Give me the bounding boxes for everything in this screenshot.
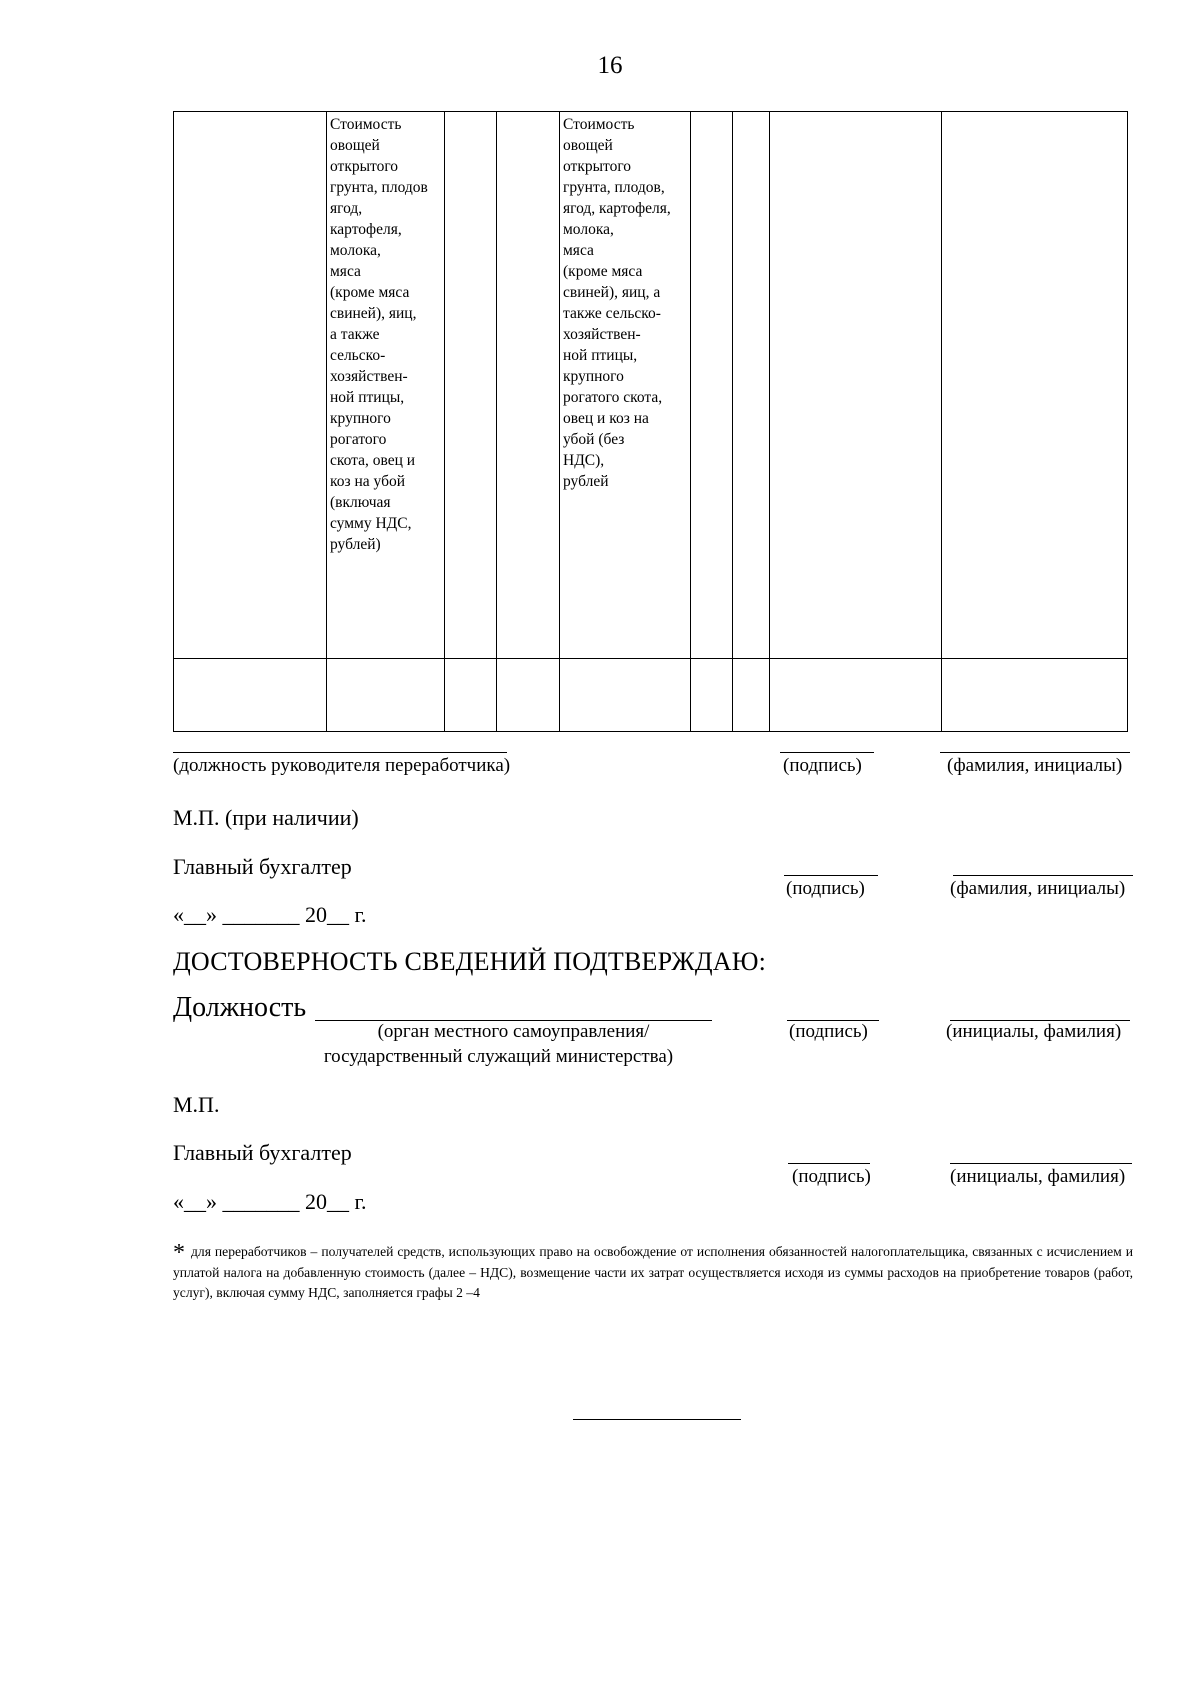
signature-caption: (подпись) [783,755,862,776]
signature-caption: (подпись) [789,1021,868,1042]
table-cell [942,659,1128,732]
name-line [953,875,1133,876]
table-header-cell [560,112,691,659]
table-header-cell [327,112,445,659]
date-field: «__» _______ 20__ г. [173,1189,367,1214]
name-line [940,752,1130,753]
table-cell [327,659,445,732]
name-initials-caption: (фамилия, инициалы) [950,878,1126,899]
authority-caption-line1: (орган местного самоуправления/ [377,1021,650,1042]
confirm-heading: ДОСТОВЕРНОСТЬ СВЕДЕНИЙ ПОДТВЕРЖДАЮ: [173,947,767,976]
signature-line [780,752,874,753]
table-cell [174,659,327,732]
date-field: «__» _______ 20__ г. [173,902,367,927]
table-cell [174,112,327,659]
cost-without-vat-header: Стоимость овощей открытого грунта, плодов, ягод, картофеля, молока, мяса (кроме мяса свиней), яиц, а также сельско- хозяйствен- ной птицы, крупного рогатого скота, овец и коз на убой (без НДС), рублей [563,116,671,490]
table-cell [942,112,1128,659]
page-number: 16 [597,52,623,79]
stamp-label: М.П. [173,1092,220,1117]
table-cell [445,112,497,659]
name-line [950,1163,1132,1164]
name-initials-caption: (фамилия, инициалы) [947,755,1123,776]
table-cell [733,659,770,732]
table-cell [770,112,942,659]
table-cell [497,112,560,659]
footnote-star: * [173,1240,185,1266]
end-divider [573,1419,741,1420]
data-table [173,111,1128,732]
manager-position-caption: (должность руководителя переработчика) [173,755,511,776]
initials-name-caption: (инициалы, фамилия) [946,1021,1122,1042]
authority-caption-line2: государственный служащий министерства) [323,1046,674,1067]
signature-line [784,875,878,876]
initials-name-caption: (инициалы, фамилия) [950,1166,1126,1187]
cost-with-vat-header: Стоимость овощей открытого грунта, плодов ягод, картофеля, молока, мяса (кроме мяса свиней), яиц, а также сельско- хозяйствен- ной птицы, крупного рогатого скота, овец и коз на убой (включая сумму НДС, рублей) [330,116,428,553]
footnote-text: для переработчиков – получателей средств, использующих право на освобождение от исполнения обязанностей налогоплательщика, связанных с исчислением и уплатой налога на добавленную стоимость (далее – НДС), возмещение части их затрат осуществляется исходя из суммы расходов на приобретение товаров (работ, услуг), включая сумму НДС, заполняется графы 2 –4 [173,1244,1133,1300]
table-cell [770,659,942,732]
signature-caption: (подпись) [792,1166,871,1187]
manager-position-line [173,752,507,753]
table-header-row [174,112,1128,659]
stamp-if-any-label: М.П. (при наличии) [173,805,359,830]
signature-line [788,1163,870,1164]
table-cell [733,112,770,659]
table-cell [445,659,497,732]
table-cell [560,659,691,732]
table-cell [691,112,733,659]
chief-accountant-label: Главный бухгалтер [173,1140,352,1165]
chief-accountant-label: Главный бухгалтер [173,854,352,879]
signature-caption: (подпись) [786,878,865,899]
footnote [173,1242,1133,1303]
position-label: Должность [173,992,307,1023]
table-cell [497,659,560,732]
table-row [174,659,1128,732]
table-cell [691,659,733,732]
